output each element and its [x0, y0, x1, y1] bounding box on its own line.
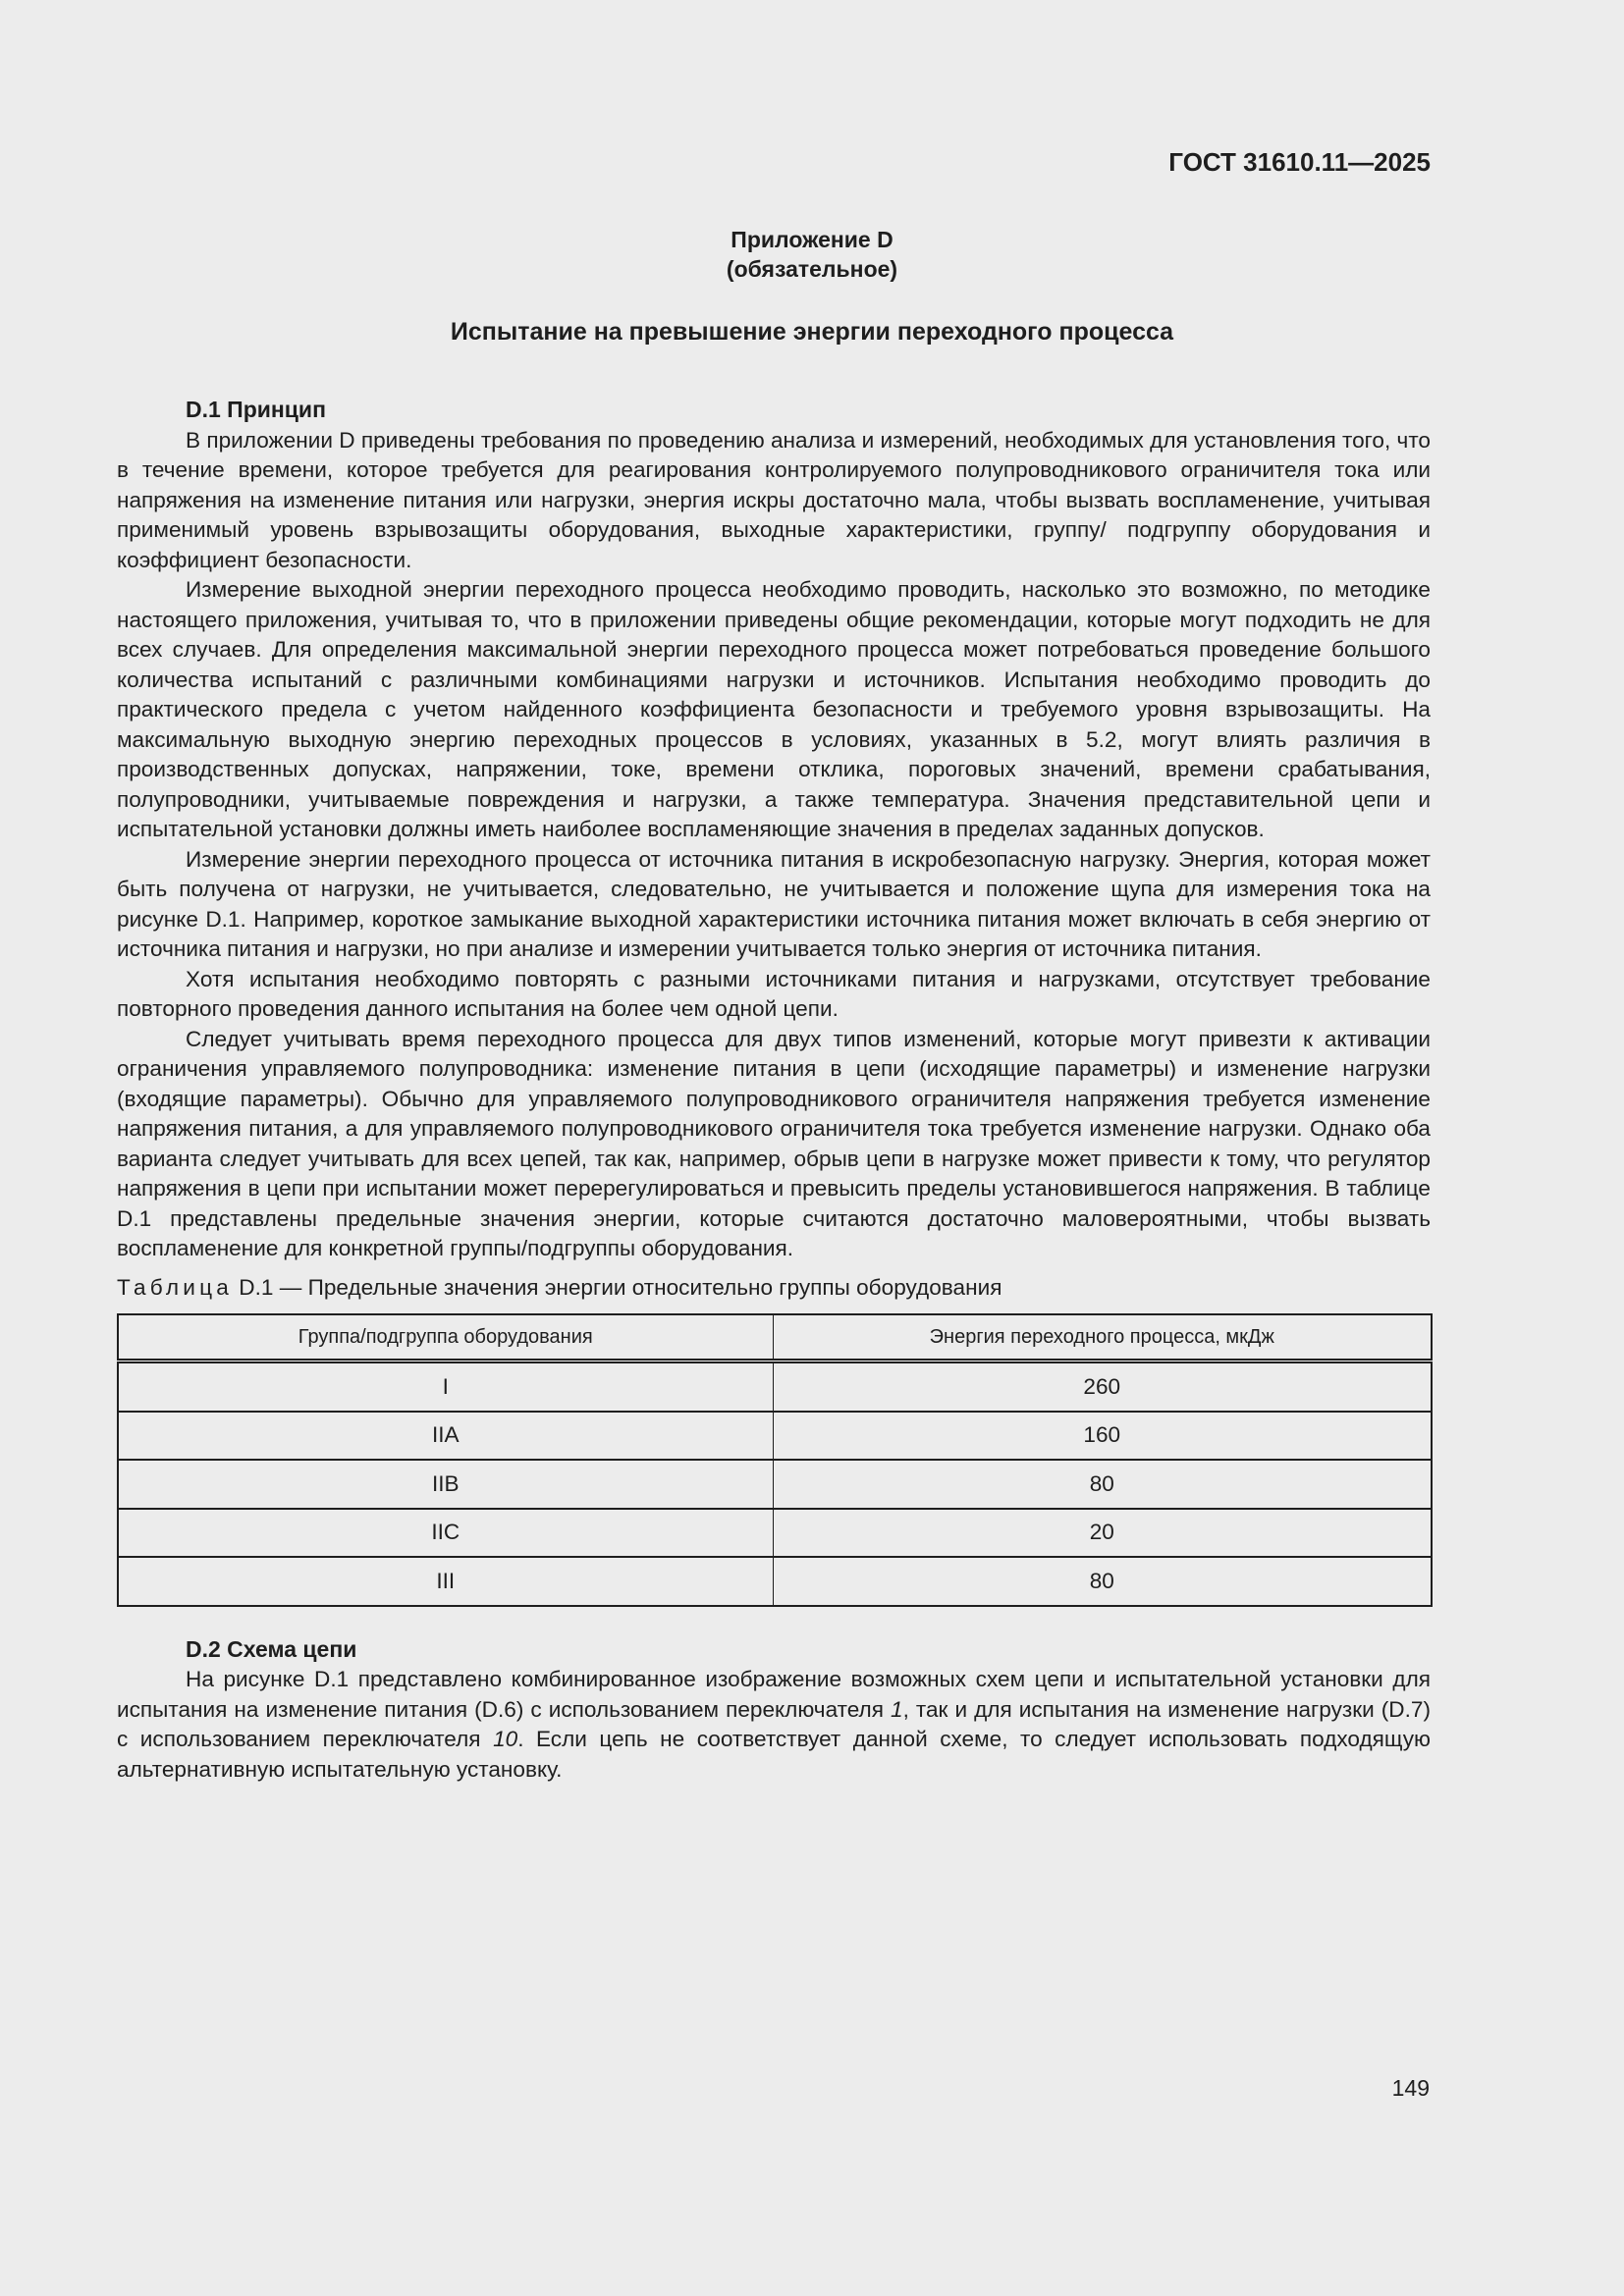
switch-1-ref: 1 — [891, 1696, 903, 1722]
annex-status: (обязательное) — [726, 256, 898, 282]
document-body — [117, 395, 1431, 1785]
section-d2-text-3: . Если цепь не соответствует данной схеме, то следует использовать подходящую альтернативную испытательную установку. — [117, 1727, 1431, 1782]
energy-limits-table — [117, 1313, 1433, 1607]
group-cell: IIA — [118, 1412, 773, 1461]
section-d1-paragraph-1: В приложении D приведены требования по проведению анализа и измерений, необходимых для установления того, что в течение времени, которое требуется для реагирования контролируемого полупроводникового ограничителя тока или напряжения на изменение питания или нагрузки, энергия искры достаточно мала, чтобы вызвать воспламенение, учитывая применимый уровень взрывозащиты оборудования, выходные характеристики, группу/ подгруппу оборудования и коэффициент безопасности. — [117, 427, 1431, 572]
group-cell: III — [118, 1557, 773, 1606]
table-caption-prefix: Таблица — [117, 1274, 233, 1300]
section-d2-title: D.2 Схема цепи — [186, 1635, 357, 1662]
table-caption — [117, 1273, 1431, 1304]
page-number: 149 — [1391, 2075, 1430, 2101]
switch-10-ref: 10 — [493, 1727, 518, 1751]
energy-cell: 80 — [773, 1460, 1432, 1509]
table-row — [118, 1460, 1432, 1509]
table-row — [118, 1362, 1432, 1412]
section-d1-paragraph-3: Измерение энергии переходного процесса от источника питания в искробезопасную нагрузку. Энергия, которая может быть получена от нагрузки, не учитывается, следовательно, не учитывается и положение щупа для измерения тока на рисунке D.1. Например, короткое замыкание выходной характеристики источника питания может включать в себя энергию от источника питания и нагрузки, но при анализе и измерении учитывается только энергия от источника питания. — [117, 846, 1431, 961]
section-d1-paragraph-2: Измерение выходной энергии переходного процесса необходимо проводить, насколько это возможно, по методике настоящего приложения, учитывая то, что в приложении приведены общие рекомендации, которые могут подходить не для всех случаев. Для определения максимальной энергии переходного процесса может потребоваться проведение большого количества испытаний с различными комбинациями нагрузки и источников. Испытания необходимо проводить до практического предела с учетом найденного коэффициента безопасности и требуемого уровня взрывозащиты. На максимальную выходную энергию переходных процессов в условиях, указанных в 5.2, могут влиять различия в производственных допусках, напряжении, токе, времени отклика, пороговых значений, времени срабатывания, полупроводники, учитываемые повреждения и нагрузки, а также температура. Значения представительной цепи и испытательной установки должны иметь наиболее воспламеняющие значения в пределах заданных допусков. — [117, 577, 1431, 841]
group-cell: IIC — [118, 1509, 773, 1558]
section-d1-paragraph-5: Следует учитывать время переходного процесса для двух типов изменений, которые могут привезти к активации ограничения управляемого полупроводника: изменение питания в цепи (исходящие параметры) и изменение нагрузки (входящие параметры). Обычно для управляемого полупроводникового ограничителя напряжения требуется изменение напряжения питания, а для управляемого полупроводникового ограничителя тока требуется изменение нагрузки. Однако оба варианта следует учитывать для всех цепей, так как, например, обрыв цепи в нагрузке может привести к тому, что регулятор напряжения в цепи при испытании может перерегулироваться и превысить пределы установившегося напряжения. В таблице D.1 представлены предельные значения энергии, которые считаются достаточно маловероятными, чтобы вызвать воспламенение для конкретной группы/подгруппы оборудования. — [117, 1026, 1431, 1260]
section-d2-text-1: На рисунке D.1 представлено комбинированное изображение возможных схем цепи и испытательной установки для испытания на изменение питания (D.6) с использованием переключателя — [117, 1667, 1431, 1722]
table-row — [118, 1509, 1432, 1558]
energy-cell: 20 — [773, 1509, 1432, 1558]
table-row — [118, 1412, 1432, 1461]
energy-cell: 160 — [773, 1412, 1432, 1461]
section-d1-paragraph-4: Хотя испытания необходимо повторять с разными источниками питания и нагрузками, отсутствует требование повторного проведения данного испытания на более чем одной цепи. — [117, 966, 1431, 1021]
energy-cell: 80 — [773, 1557, 1432, 1606]
column-header-energy: Энергия переходного процесса, мкДж — [773, 1314, 1432, 1362]
annex-title: Испытание на превышение энергии переходного процесса — [450, 318, 1174, 346]
group-cell: I — [118, 1362, 773, 1412]
standard-number: ГОСТ 31610.11—2025 — [1168, 147, 1431, 177]
annex-label: Приложение D — [731, 227, 893, 252]
table-caption-text: D.1 — Предельные значения энергии относительно группы оборудования — [233, 1274, 1002, 1300]
section-d1-title: D.1 Принцип — [186, 397, 326, 422]
group-cell: IIB — [118, 1460, 773, 1509]
column-header-group: Группа/подгруппа оборудования — [118, 1314, 773, 1362]
energy-cell: 260 — [773, 1362, 1432, 1412]
section-d2-text-2: , так и для испытания на изменение нагрузки (D.7) с использованием переключателя — [117, 1696, 1431, 1751]
table-header-row — [118, 1314, 1432, 1362]
table-row — [118, 1557, 1432, 1606]
section-d2-paragraph — [117, 1665, 1431, 1785]
annex-heading — [0, 225, 1624, 284]
